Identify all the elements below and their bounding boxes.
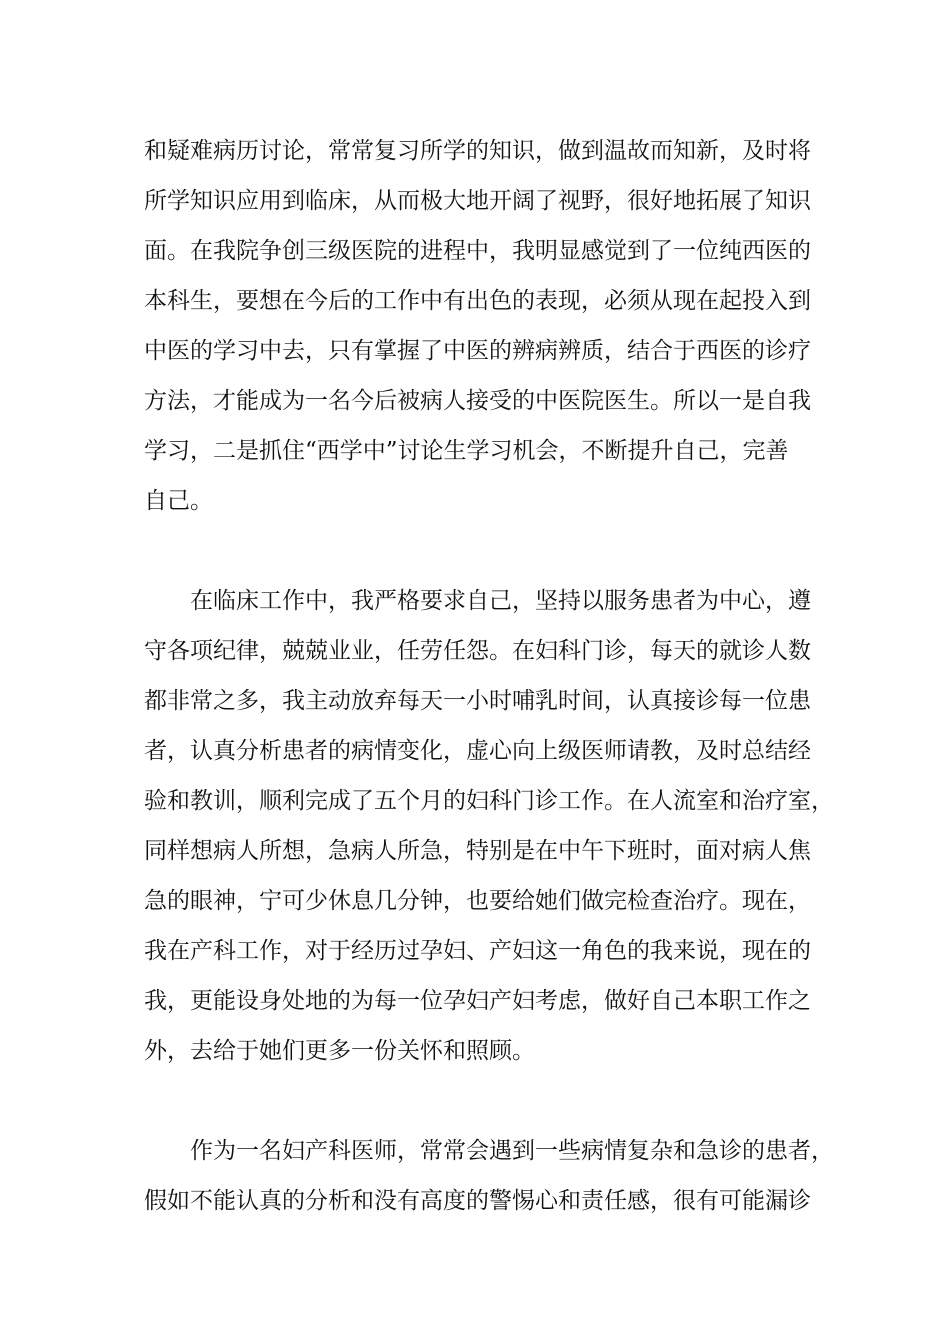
text-line: 我在产科工作，对于经历过孕妇、产妇这一角色的我来说，现在的 [144,938,811,964]
text-line: 守各项纪律，兢兢业业，任劳任怨。在妇科门诊，每天的就诊人数 [144,638,811,664]
text-line: 和疑难病历讨论，常常复习所学的知识，做到温故而知新，及时将 [144,138,811,164]
text-line: 本科生，要想在今后的工作中有出色的表现，必须从现在起投入到 [144,288,811,314]
text-line: 假如不能认真的分析和没有高度的警惕心和责任感，很有可能漏诊 [144,1188,811,1214]
text-line: 外，去给于她们更多一份关怀和照顾。 [144,1038,535,1064]
text-line: 验和教训，顺利完成了五个月的妇科门诊工作。在人流室和治疗室， [144,788,834,814]
text-line: 都非常之多，我主动放弃每天一小时哺乳时间，认真接诊每一位患 [144,688,811,714]
text-line: 作为一名妇产科医师，常常会遇到一些病情复杂和急诊的患者， [190,1138,834,1164]
text-line: 急的眼神，宁可少休息几分钟，也要给她们做完检查治疗。现在， [144,888,811,914]
text-line: 自己。 [144,488,213,514]
text-line: 我，更能设身处地的为每一位孕妇产妇考虑，做好自己本职工作之 [144,988,811,1014]
text-line: 面。在我院争创三级医院的进程中，我明显感觉到了一位纯西医的 [144,238,811,264]
text-line: 学习，二是抓住“西学中”讨论生学习机会，不断提升自己，完善 [144,438,789,464]
text-line: 同样想病人所想，急病人所急，特别是在中午下班时，面对病人焦 [144,838,811,864]
text-line: 所学知识应用到临床，从而极大地开阔了视野，很好地拓展了知识 [144,188,811,214]
text-line: 方法，才能成为一名今后被病人接受的中医院医生。所以一是自我 [144,388,811,414]
text-line: 中医的学习中去，只有掌握了中医的辨病辨质，结合于西医的诊疗 [144,338,811,364]
text-line: 在临床工作中，我严格要求自己，坚持以服务患者为中心，遵 [190,588,811,614]
text-line: 者，认真分析患者的病情变化，虚心向上级医师请教，及时总结经 [144,738,811,764]
